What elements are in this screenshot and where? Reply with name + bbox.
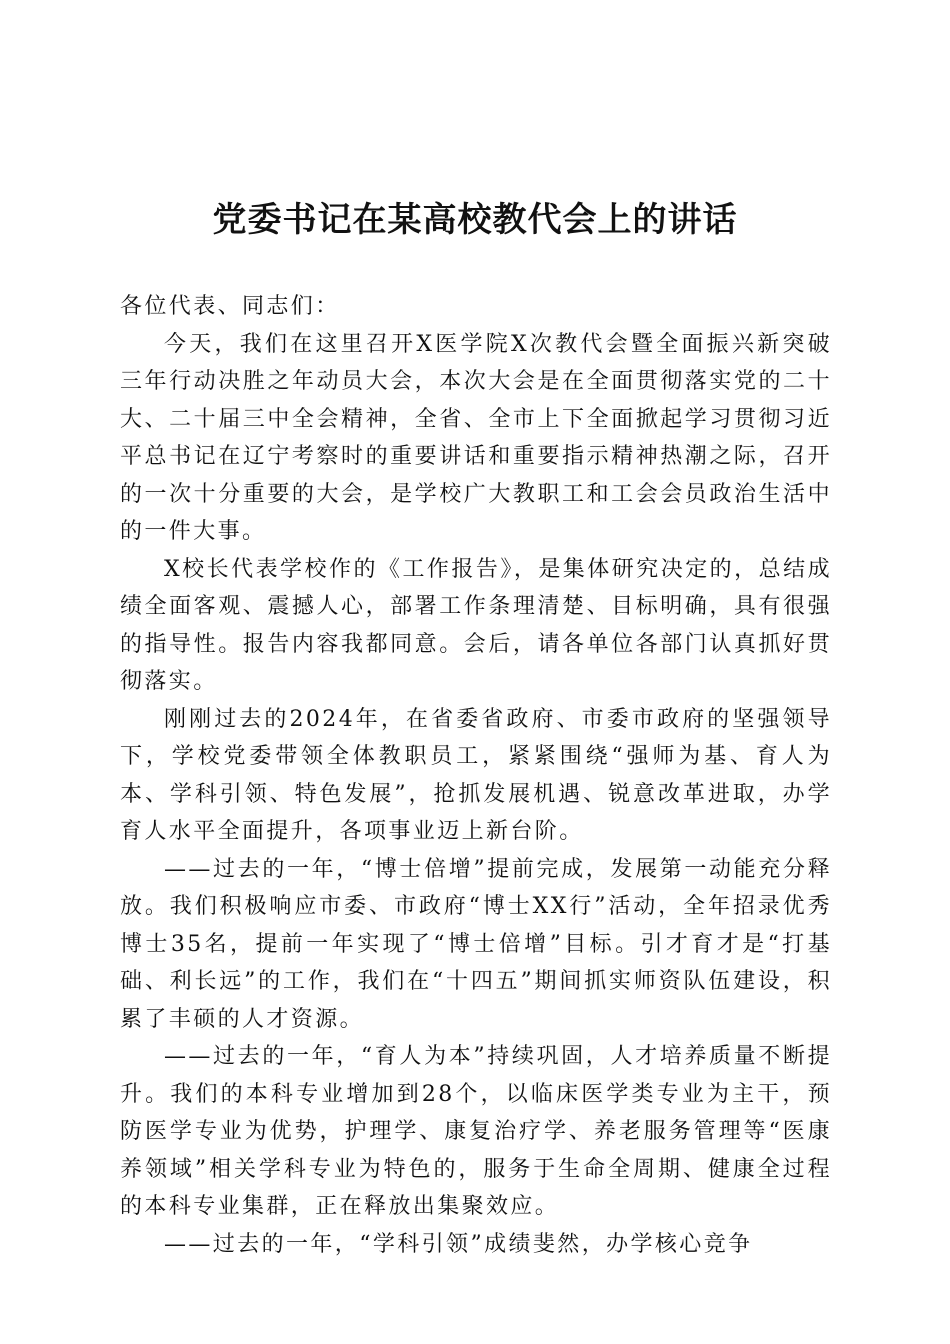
document-title: 党委书记在某高校教代会上的讲话	[212, 200, 738, 240]
salutation: 各位代表、同志们：	[120, 294, 340, 319]
paragraph-doctor-doubling: ——过去的一年，“博士倍增”提前完成，发展第一动能充分释放。我们积极响应市委、市政府“博士XX行”活动，全年招录优秀博士35名，提前一年实现了“博士倍增”目标。引才育才是“打基础、利长远”的工作，我们在“十四五”期间抓实师资队伍建设，积累了丰硕的人才资源。	[120, 856, 832, 1032]
paragraph-discipline: ——过去的一年，“学科引领”成绩斐然，办学核心竞争	[164, 1231, 753, 1257]
paragraph-education: ——过去的一年，“育人为本”持续巩固，人才培养质量不断提升。我们的本科专业增加到28个，以临床医学类专业为主干，预防医学专业为优势，护理学、康复治疗学、养老服务管理等“医康养领域”相关学科专业为特色的，服务于生命全周期、健康全过程的本科专业集群，正在释放出集聚效应。	[120, 1044, 832, 1219]
document-body	[120, 288, 832, 1263]
paragraph-report: X校长代表学校作的《工作报告》，是集体研究决定的，总结成绩全面客观、震撼人心，部署工作条理清楚、目标明确，具有很强的指导性。报告内容我都同意。会后，请各单位各部门认真抓好贯彻落实。	[120, 556, 832, 694]
paragraph-2024-review: 刚刚过去的2024年，在省委省政府、市委市政府的坚强领导下，学校党委带领全体教职员工，紧紧围绕“强师为基、育人为本、学科引领、特色发展”，抢抓发展机遇、锐意改革进取，办学育人水平全面提升，各项事业迈上新台阶。	[120, 706, 832, 844]
paragraph-opening: 今天，我们在这里召开X医学院X次教代会暨全面振兴新突破三年行动决胜之年动员大会，本次大会是在全面贯彻落实党的二十大、二十届三中全会精神，全省、全市上下全面掀起学习贯彻习近平总书记在辽宁考察时的重要讲话和重要指示精神热潮之际，召开的一次十分重要的大会，是学校广大教职工和工会会员政治生活中的一件大事。	[120, 331, 832, 544]
